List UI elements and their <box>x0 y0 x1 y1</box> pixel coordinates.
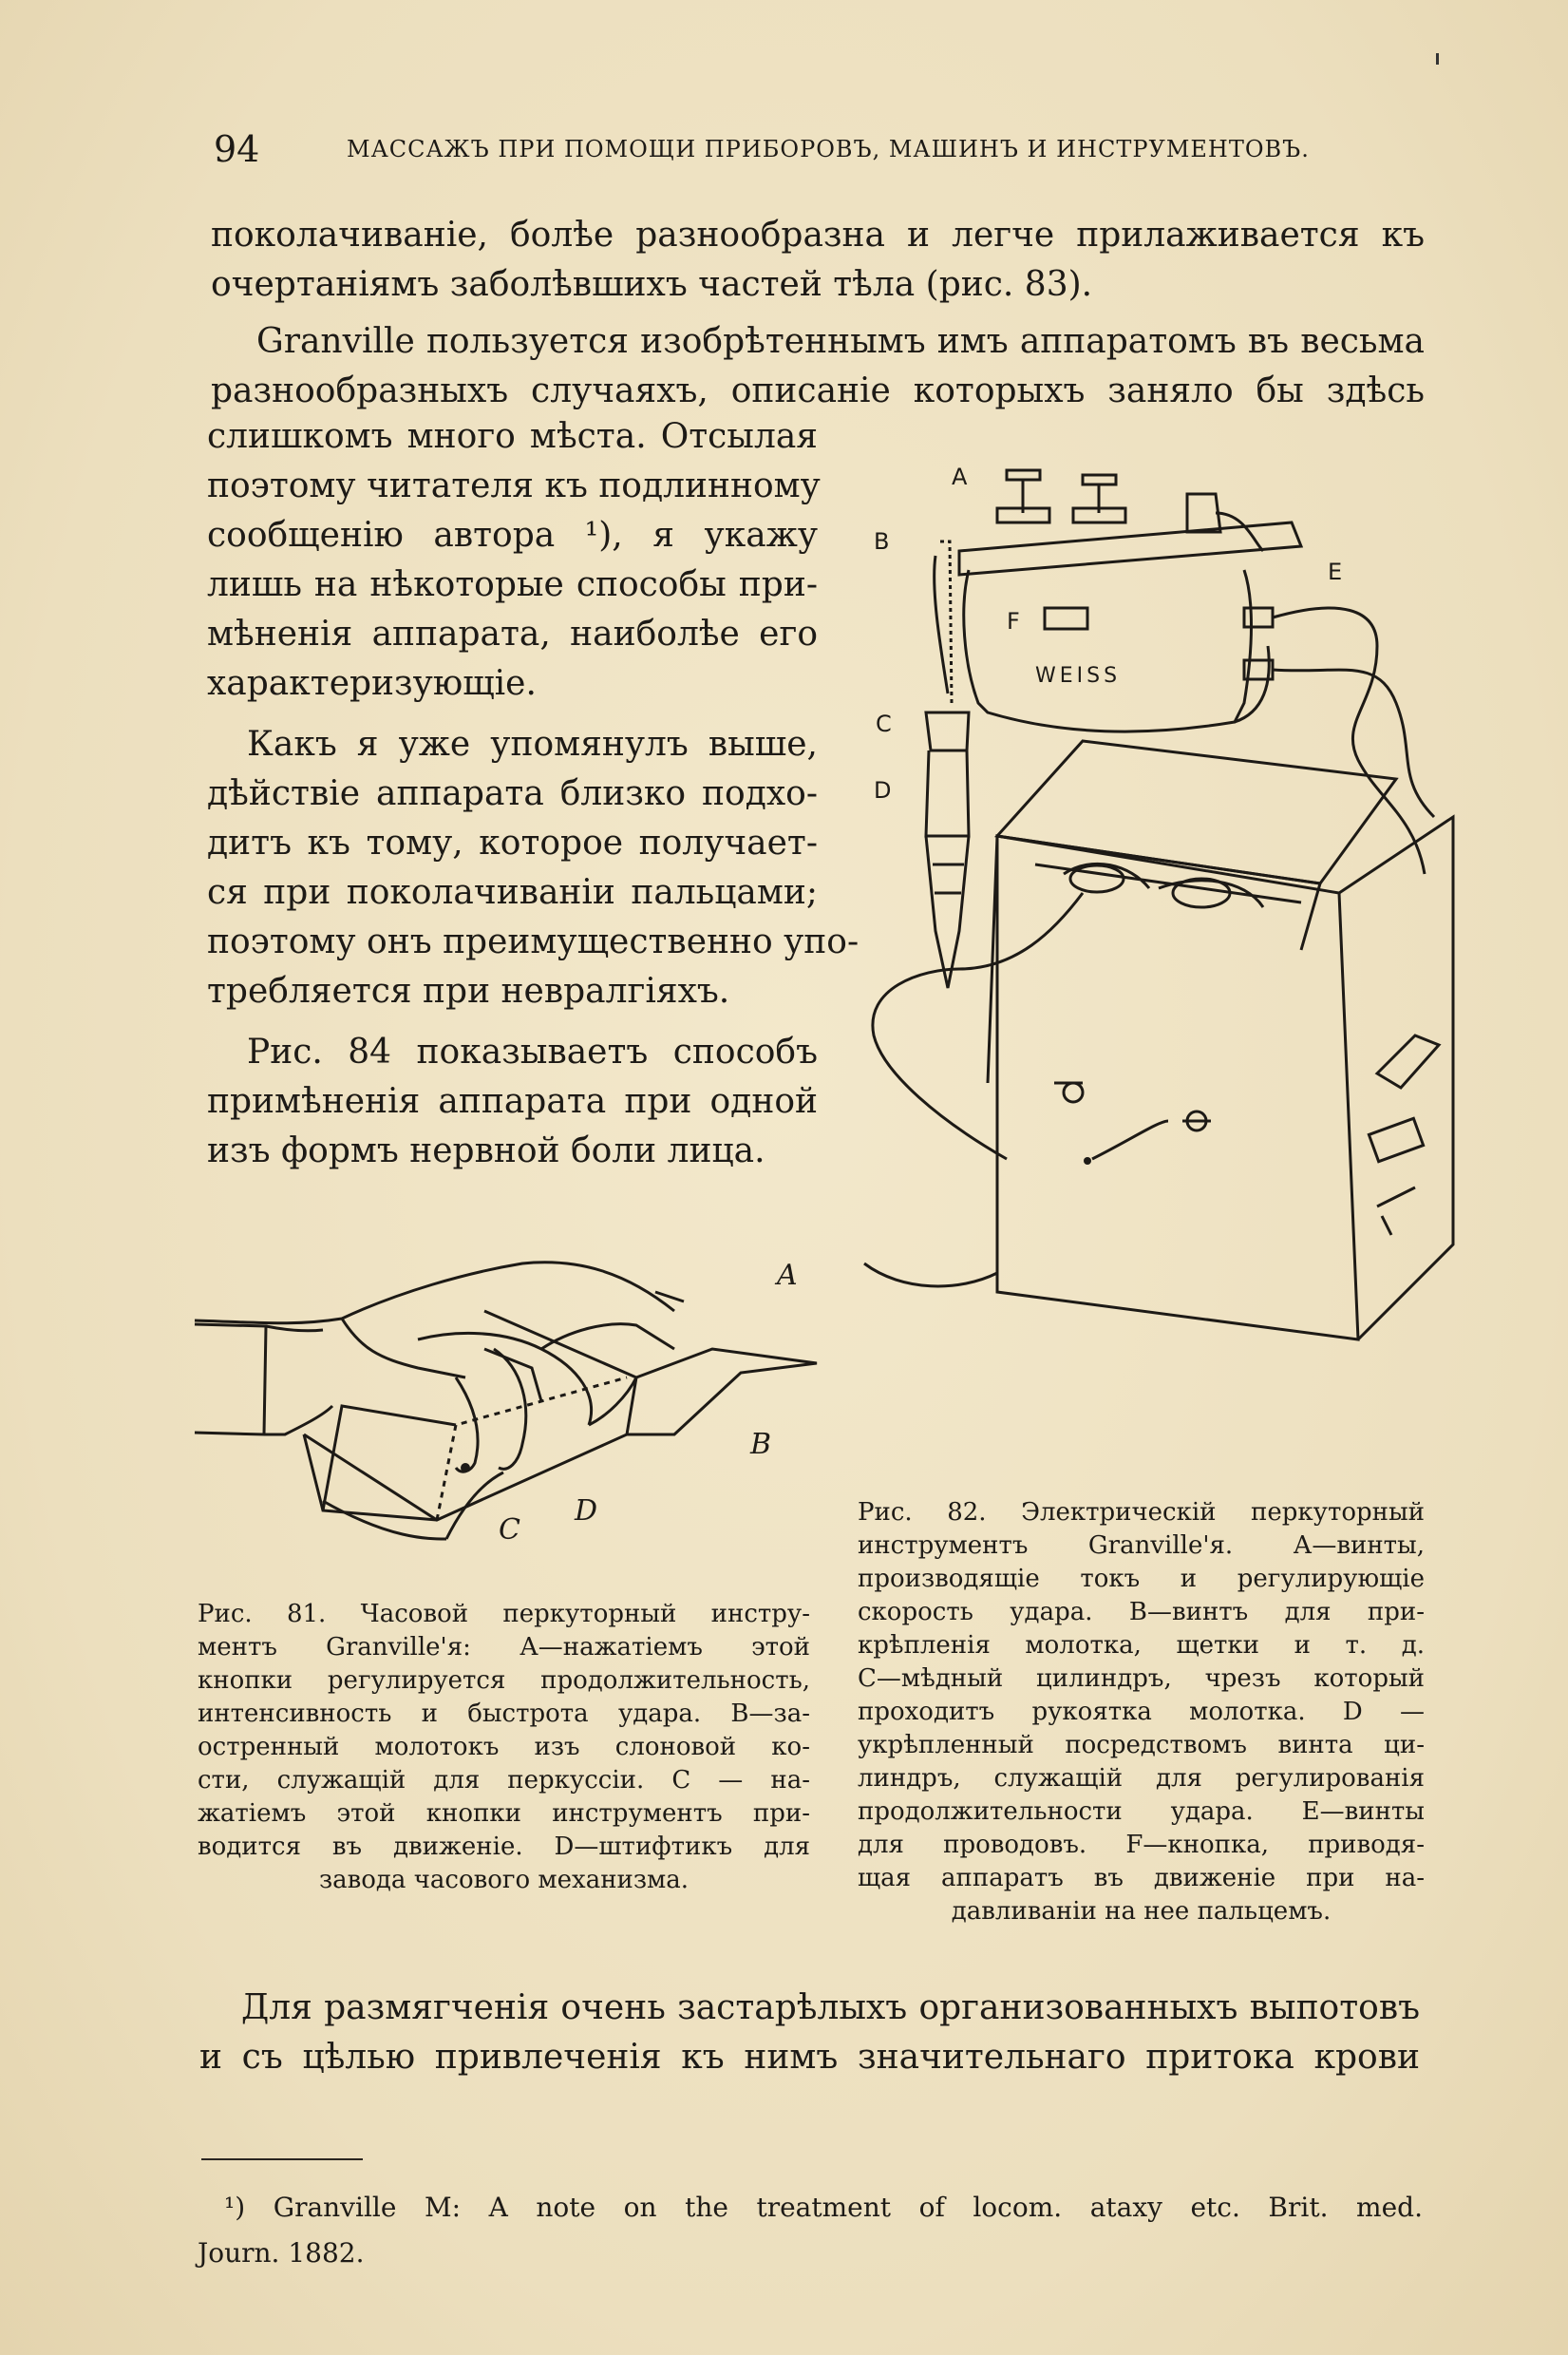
caption-line: инструментъ Granville'я. А—винты, <box>858 1531 1425 1560</box>
text-line: Для размягченія очень застарѣлыхъ организованныхъ выпотовъ <box>241 1988 1420 2027</box>
caption-line: Рис. 81. Часовой перкуторный инстру- <box>198 1600 810 1628</box>
text-line: сообщенію автора ¹), я укажу <box>207 516 818 555</box>
page-number: 94 <box>214 128 260 170</box>
text-line: дитъ къ тому, которое получает- <box>207 824 818 863</box>
caption-line: крѣпленія молотка, щетки и т. д. <box>858 1631 1425 1660</box>
fig82-label-f: F <box>1007 608 1020 635</box>
footnote-line <box>198 2185 1423 2231</box>
caption-line: щая аппаратъ въ движеніе при на- <box>858 1864 1425 1892</box>
paragraph-top <box>211 211 1425 416</box>
figure-81-illustration <box>180 1235 845 1577</box>
caption-line: для проводовъ. F—кнопка, приводя- <box>858 1831 1425 1859</box>
caption-line: Рис. 82. Электрическій перкуторный <box>858 1498 1425 1527</box>
fig82-label-c: C <box>876 711 892 737</box>
text-line: изъ формъ нервной боли лица. <box>207 1131 765 1170</box>
text-line: поэтому онъ преимущественно упо- <box>207 922 860 961</box>
fig81-label-c: C <box>499 1513 520 1547</box>
caption-line: жатіемъ этой кнопки инструментъ при- <box>198 1799 810 1828</box>
text-line: характеризующіе. <box>207 664 537 703</box>
caption-line: скорость удара. В—винтъ для при- <box>858 1598 1425 1626</box>
text-line: и съ цѣлью привлеченія къ нимъ значительнаго притока крови <box>199 2038 1420 2077</box>
footnote-marker: ¹) <box>224 2192 246 2223</box>
running-head: МАССАЖЪ ПРИ ПОМОЩИ ПРИБОРОВЪ, МАШИНЪ И ИНСТРУМЕНТОВЪ. <box>347 136 1310 162</box>
text-line: дѣйствіе аппарата близко подхо- <box>207 774 818 813</box>
footnote-text: Granville M: A note on the treatment of locom. ataxy etc. Brit. med. <box>273 2192 1423 2223</box>
caption-line: производящіе токъ и регулирующіе <box>858 1565 1425 1593</box>
footnote-rule <box>201 2158 363 2160</box>
caption-line: проходитъ рукоятка молотка. D — <box>858 1698 1425 1726</box>
figure-81-caption <box>198 1598 810 1897</box>
text-line: мѣненія аппарата, наиболѣе его <box>207 615 818 654</box>
caption-line: кнопки регулируется продолжительность, <box>198 1666 810 1695</box>
figure-82-caption <box>858 1496 1425 1928</box>
text-line: лишь на нѣкоторые способы при- <box>207 565 818 604</box>
caption-line: давливаніи на нее пальцемъ. <box>951 1897 1332 1926</box>
text-line: примѣненія аппарата при одной <box>207 1082 818 1121</box>
fig82-maker-mark: WEISS <box>1035 664 1122 688</box>
footnote-line: Journ. 1882. <box>198 2237 365 2269</box>
text-line: Granville пользуется изобрѣтеннымъ имъ аппаратомъ въ весьма <box>256 322 1425 361</box>
page-header <box>214 128 1429 176</box>
fig81-label-d: D <box>575 1494 598 1528</box>
text-line: Какъ я уже упомянулъ выше, <box>247 725 818 764</box>
caption-line: укрѣпленный посредствомъ винта ци- <box>858 1731 1425 1759</box>
paragraph-column <box>207 412 860 1176</box>
fig82-label-e: E <box>1328 559 1343 585</box>
caption-line: продолжительности удара. Е—винты <box>858 1797 1425 1826</box>
text-line: поэтому читателя къ подлинному <box>207 466 821 505</box>
caption-line: сти, служащій для перкуссіи. С — на- <box>198 1766 810 1795</box>
text-line: разнообразныхъ случаяхъ, описаніе которыхъ заняло бы здѣсь <box>211 371 1425 410</box>
caption-line: линдръ, служащій для регулированія <box>858 1764 1425 1793</box>
fig81-label-b: B <box>750 1428 772 1461</box>
caption-line: С—мѣдный цилиндръ, чрезъ который <box>858 1664 1425 1693</box>
caption-line: интенсивность и быстрота удара. В—за- <box>198 1700 810 1728</box>
text-line: поколачиваніе, болѣе разнообразна и легче прилаживается къ <box>211 216 1425 255</box>
fig82-label-a: A <box>952 464 968 490</box>
text-line: требляется при невралгіяхъ. <box>207 972 730 1011</box>
fig82-label-d: D <box>874 777 892 804</box>
caption-line: остренный молотокъ изъ слоновой ко- <box>198 1733 810 1761</box>
text-line: ся при поколачиваніи пальцами; <box>207 873 818 912</box>
paragraph-bottom <box>199 1984 1420 2082</box>
text-line: Рис. 84 показываетъ способъ <box>247 1033 818 1072</box>
text-line: слишкомъ много мѣста. Отсылая <box>207 417 818 456</box>
ink-speck <box>1436 53 1439 65</box>
text-line: очертаніямъ заболѣвшихъ частей тѣла (рис. 83). <box>211 265 1093 304</box>
figure-82-illustration <box>845 456 1463 1501</box>
footnote <box>198 2185 1423 2276</box>
caption-line: завода часового механизма. <box>318 1866 690 1894</box>
caption-line: водится въ движеніе. D—штифтикъ для <box>198 1833 810 1861</box>
caption-line: ментъ Granville'я: А—нажатіемъ этой <box>198 1633 810 1662</box>
fig81-label-a: A <box>777 1259 798 1292</box>
fig82-label-b: B <box>874 528 890 555</box>
